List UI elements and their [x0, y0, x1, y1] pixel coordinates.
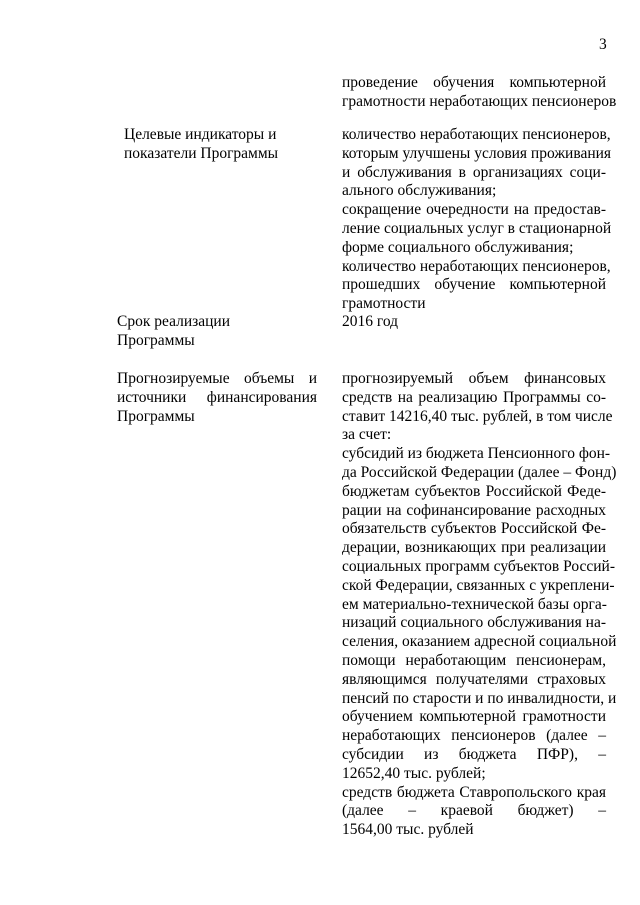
row-3-value-line: средств бюджета Ставропольского края — [342, 783, 606, 801]
row-3-value-line: бюджетам субъектов Российской Феде- — [342, 482, 606, 500]
row-3-value-line: субсидий из бюджета Пенсионного фон- — [342, 445, 611, 463]
row-1-value-line: грамотности — [342, 295, 426, 313]
row-3-value-line: ской Федерации, связанных с укреплени- — [342, 576, 615, 594]
row-1-value-line: количество неработающих пенсионеров, — [342, 126, 611, 143]
row-3-value-line: 12652,40 тыс. рублей; — [342, 764, 486, 782]
row-2-value-line: 2016 год — [342, 313, 399, 330]
row-1-value-line: и обслуживания в организациях соци- — [342, 163, 606, 181]
row-3-value-line: социальных программ субъектов Россий- — [342, 557, 615, 575]
row-3-value-line: субсидии из бюджета ПФР), – — [342, 745, 606, 763]
row-1-value — [342, 126, 612, 314]
page-number: 3 — [599, 36, 607, 53]
row-3-value-line: неработающих пенсионеров (далее – — [342, 727, 606, 745]
row-3-value-line: ем материально-технической базы орга- — [342, 595, 607, 613]
row-3-value-line: ставит 14216,40 тыс. рублей, в том числе — [342, 407, 613, 425]
row-3-value-line: прогнозируемый объем финансовых — [342, 370, 606, 387]
row-1-value-line: которым улучшены условия проживания — [342, 144, 612, 162]
row-3-value-line: средств на реализацию Программы со- — [342, 388, 606, 406]
row-3-value-line: дерации, возникающих при реализации — [342, 539, 606, 557]
row-3-value-line: да Российской Федерации (далее – Фонд) — [342, 463, 617, 481]
row-2-value — [342, 313, 606, 332]
row-0-value-line: проведение обучения компьютерной — [342, 74, 606, 91]
row-2-label — [117, 313, 317, 351]
row-0-value-line: грамотности неработающих пенсионеров — [342, 92, 617, 110]
row-1-value-line: ального обслуживания; — [342, 182, 497, 200]
row-3-value-line: помощи неработающим пенсионерам, — [342, 651, 606, 669]
row-3-value-line: обучением компьютерной грамотности — [342, 708, 606, 726]
row-3-label-line: Прогнозируемые объемы и — [117, 370, 317, 387]
row-3-label — [117, 370, 317, 426]
row-1-value-line: сокращение очередности на предостав- — [342, 201, 606, 219]
row-3-label-line: источники финансирования — [117, 388, 317, 406]
row-3-value-line: являющимся получателями страховых — [342, 670, 606, 688]
row-1-label-line: Целевые индикаторы и — [124, 126, 277, 143]
row-3-label-line: Программы — [117, 407, 195, 425]
row-3-value-line: (далее – краевой бюджет) – — [342, 802, 606, 820]
row-3-value-line: селения, оказанием адресной социальной — [342, 633, 617, 651]
row-3-value-line: рации на софинансирование расходных — [342, 501, 606, 519]
row-1-label-line: показатели Программы — [124, 144, 279, 162]
row-1-value-line: количество неработающих пенсионеров, — [342, 257, 611, 275]
row-3-value-line: обязательств субъектов Российской Фе- — [342, 520, 606, 538]
row-1-value-line: форме социального обслуживания; — [342, 238, 574, 256]
row-3-value-line: пенсий по старости и по инвалидности, и — [342, 689, 617, 707]
row-1-label — [124, 126, 324, 164]
row-3-value-line: за счет: — [342, 426, 392, 444]
row-3-value — [342, 370, 617, 840]
row-2-label-line: Программы — [117, 331, 195, 349]
row-0-value — [342, 74, 617, 112]
row-2-label-line: Срок реализации — [117, 313, 230, 330]
row-1-value-line: ление социальных услуг в стационарной — [342, 219, 612, 237]
row-3-value-line: низаций социального обслуживания на- — [342, 614, 606, 632]
row-1-value-line: прошедших обучение компьютерной — [342, 276, 606, 294]
row-3-value-line: 1564,00 тыс. рублей — [342, 821, 474, 839]
